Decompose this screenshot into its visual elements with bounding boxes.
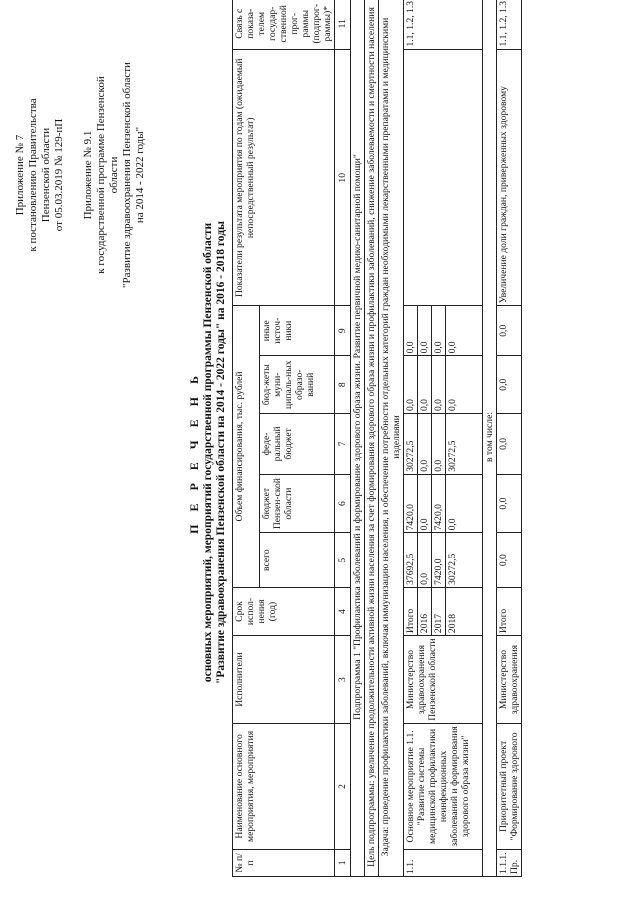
municipal-cell: 0,0 (497, 356, 522, 414)
title-line: П Е Р Е Ч Е Н Ь (187, 371, 201, 534)
col-exec-header: Исполнители (233, 636, 335, 724)
col-municipal-header: бюд-жеты муни-ципаль-ных образо-ваний (260, 356, 335, 414)
column-index-row (335, 0, 351, 877)
term-cell: 2018 (446, 587, 483, 635)
federal-cell: 0,0 (432, 414, 446, 475)
regional-cell: 0,0 (497, 474, 522, 533)
column-index: 4 (335, 587, 351, 635)
table-row (497, 0, 522, 877)
column-index: 9 (335, 306, 351, 356)
col-regional-header: бюджет Пензен-ской области (260, 474, 335, 533)
item-executor: Министерство здравоохранения (497, 636, 522, 724)
term-cell: Итого (404, 587, 418, 635)
column-index: 10 (335, 50, 351, 306)
appendix-program-block (82, 60, 147, 290)
column-index: 5 (335, 533, 351, 587)
item-executor: Министерство здравоохранения Пензенской области (404, 636, 483, 724)
column-index: 2 (335, 724, 351, 850)
term-cell: 2017 (432, 587, 446, 635)
regional-cell: 7420,0 (432, 474, 446, 533)
appendix-line: "Развитие здравоохранения Пензенской области (121, 62, 133, 288)
federal-cell: 30272,5 (446, 414, 483, 475)
link-cell: 1.1, 1.2, 1.3 (404, 0, 483, 50)
task-row (379, 0, 404, 877)
term-cell: Итого (497, 587, 522, 635)
regional-cell: 7420,0 (404, 474, 418, 533)
other-cell: 0,0 (432, 306, 446, 356)
municipal-cell: 0,0 (404, 356, 418, 414)
column-index: 3 (335, 636, 351, 724)
col-total-header: всего (260, 533, 335, 587)
subprogram-row (351, 0, 365, 877)
col-other-header: иные источ-ники (260, 306, 335, 356)
column-index: 6 (335, 474, 351, 533)
header-row (233, 0, 260, 877)
including-row (483, 0, 497, 877)
subprogram-goal: Цель подпрограммы: увеличение продолжительности активной жизни населения за счет формирования здорового образа жизни и профилактики заболеваний, снижение заболеваемости и смертности населения (365, 0, 379, 877)
municipal-cell: 0,0 (446, 356, 483, 414)
other-cell: 0,0 (446, 306, 483, 356)
appendix-line: Пензенской области (40, 127, 52, 223)
federal-cell: 30272,5 (404, 414, 418, 475)
including-label: в том числе: (483, 0, 497, 877)
other-cell: 0,0 (418, 306, 432, 356)
total-cell: 7420,0 (432, 533, 446, 587)
column-index: 7 (335, 414, 351, 475)
appendix-line: от 05.03.2019 № 129-пП (53, 118, 65, 232)
federal-cell: 0,0 (497, 414, 522, 475)
item-number: 1.1.1. Пр. (497, 849, 522, 876)
column-index: 1 (335, 849, 351, 876)
subprogram-task: Задача: проведение профилактики заболеваний, включая иммунизацию населения, и обеспечение потребности отдельных категорий граждан необходимыми лекарственными препаратами и медицинскими изделиями (379, 0, 404, 877)
appendix-line: Приложение № 9.1 (82, 130, 94, 220)
col-link-header: Связь с показа-телем государ-ственной прог-раммы (подпрог-раммы)* (233, 0, 335, 50)
municipal-cell: 0,0 (418, 356, 432, 414)
activities-table (232, 0, 522, 877)
municipal-cell: 0,0 (432, 356, 446, 414)
col-no-header: № п/п (233, 849, 335, 876)
item-number: 1.1. (404, 849, 483, 876)
col-term-header: Срок испол-нения (год) (233, 587, 335, 635)
column-index: 8 (335, 356, 351, 414)
col-fin-header: Объем финансирования, тыс. рублей (233, 306, 260, 588)
title-line: основных мероприятий, мероприятий государственной программы Пензенской области (201, 222, 214, 683)
other-cell: 0,0 (497, 306, 522, 356)
col-result-header: Показатели результата мероприятия по годам (ожидаемый непосредственный результат) (233, 50, 335, 306)
result-cell: Увеличение доли граждан, приверженных здоровому (497, 50, 522, 306)
appendix-line: к постановлению Правительства (27, 98, 39, 252)
appendix-line: к государственной программе Пензенской области (95, 76, 120, 274)
appendix-line: на 2014 - 2022 годы" (134, 126, 146, 224)
regional-cell: 0,0 (418, 474, 432, 533)
result-cell (404, 50, 483, 306)
link-cell: 1.1, 1.2, 1.3 (497, 0, 522, 50)
appendix-line: Приложение № 7 (14, 134, 26, 216)
goal-row (365, 0, 379, 877)
table-row (404, 0, 418, 877)
item-name: Основное мероприятие 1.1. "Развитие системы медицинской профилактики неинфекционных заболеваний и формирования здорового образа жизни" (404, 724, 483, 850)
other-cell: 0,0 (404, 306, 418, 356)
appendix-block (14, 60, 66, 290)
col-name-header: Наименование основного мероприятия, мероприятия (233, 724, 335, 850)
subprogram-title: Подпрограмма 1 "Профилактика заболеваний и формирование здорового образа жизни. Развитие первичной медико-санитарной помощи" (351, 0, 365, 877)
total-cell: 30272,5 (446, 533, 483, 587)
total-cell: 0,0 (418, 533, 432, 587)
column-index: 11 (335, 0, 351, 50)
total-cell: 0,0 (497, 533, 522, 587)
federal-cell: 0,0 (418, 414, 432, 475)
total-cell: 37692,5 (404, 533, 418, 587)
item-name: Приоритетный проект "Формирование здорового (497, 724, 522, 850)
term-cell: 2016 (418, 587, 432, 635)
document-title (188, 40, 229, 865)
col-federal-header: феде-ральный бюджет (260, 414, 335, 475)
regional-cell: 0,0 (446, 474, 483, 533)
title-line: "Развитие здравоохранения Пензенской области на 2014 - 2022 годы" на 2016 - 2018 годы (215, 220, 227, 685)
